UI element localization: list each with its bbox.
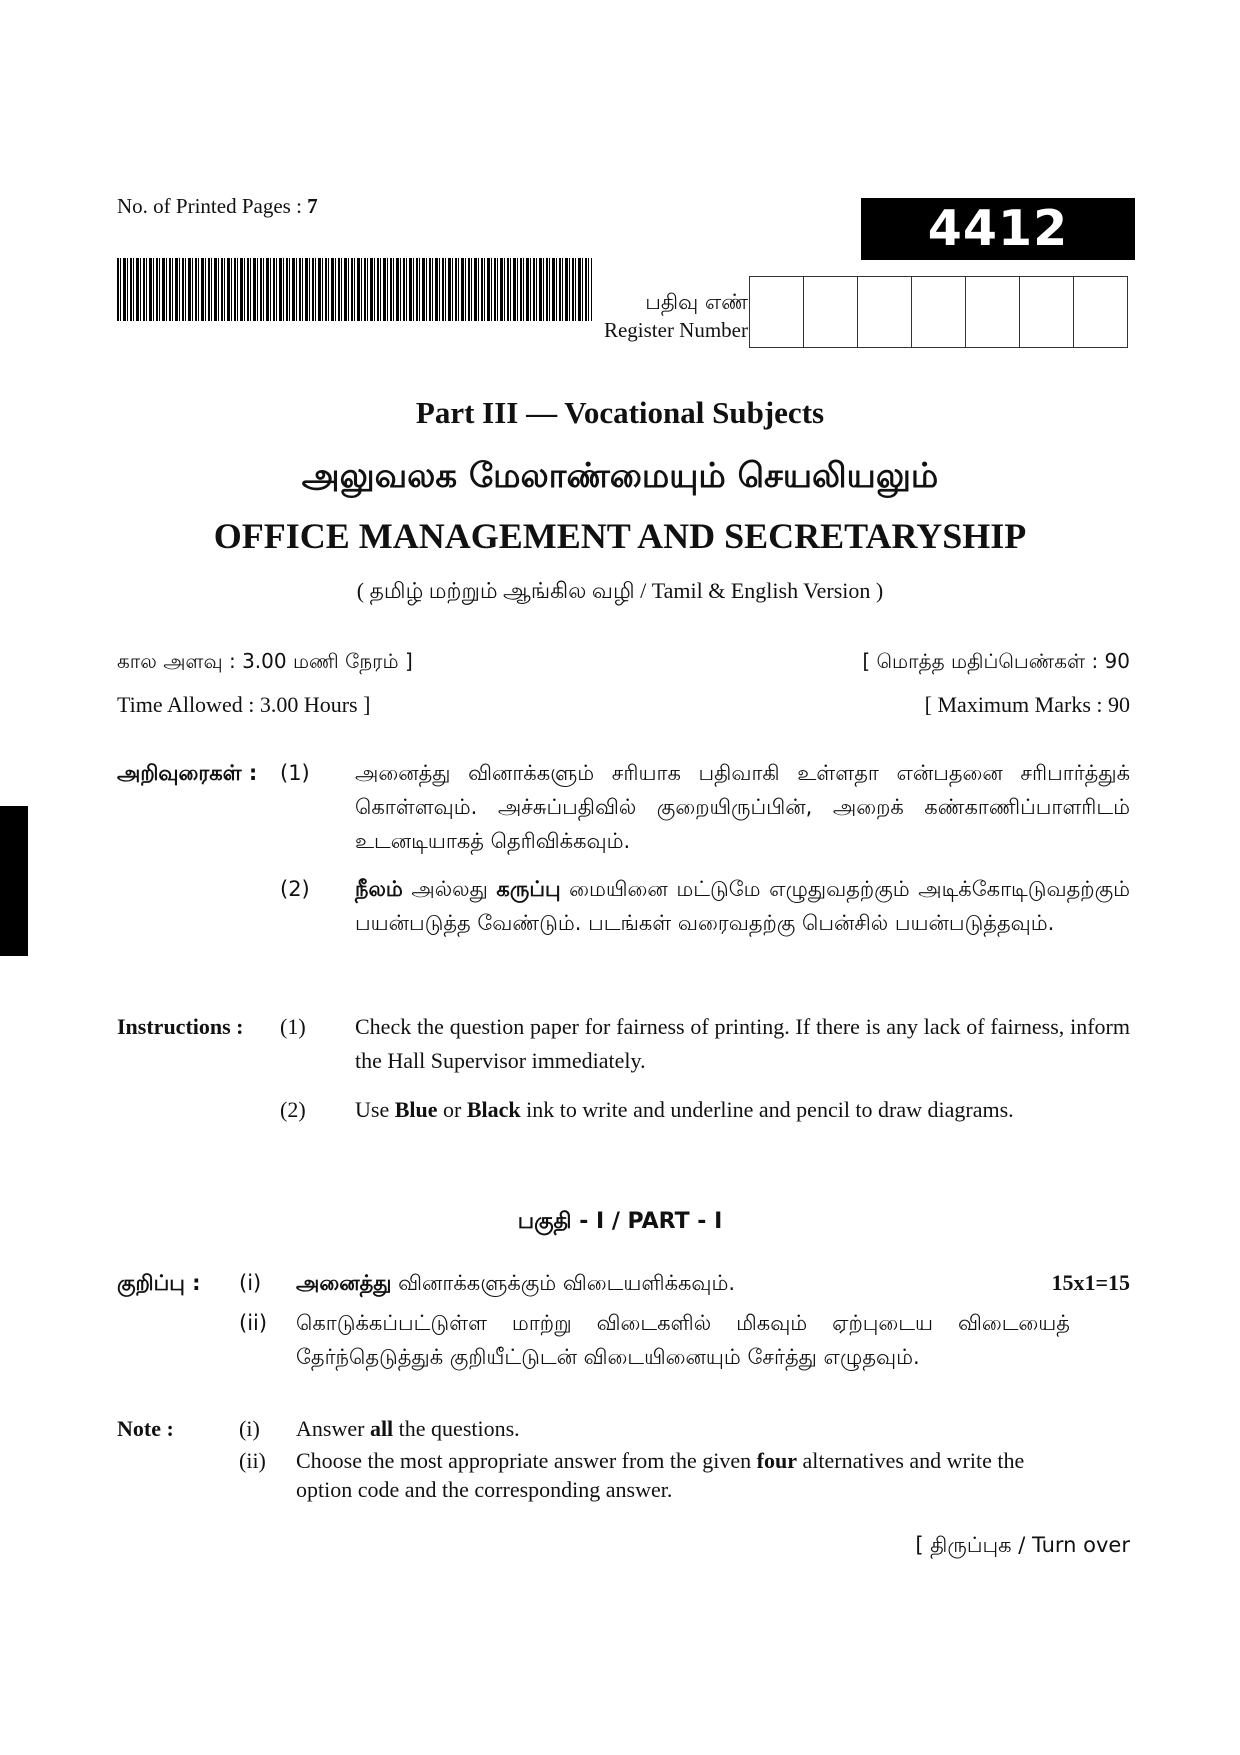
version-note: ( தமிழ் மற்றும் ஆங்கில வழி / Tamil & English Version ) (356, 578, 884, 603)
register-number-boxes (749, 276, 1128, 348)
black-word: Black (466, 1097, 521, 1122)
note-tamil-2 (117, 1306, 1130, 1374)
note-text: Answer all the questions. (296, 1416, 520, 1441)
instruction-number: (2) (280, 1097, 306, 1122)
black-word: கருப்பு (496, 877, 561, 901)
register-digit-box[interactable] (857, 277, 911, 347)
register-digit-box[interactable] (965, 277, 1019, 347)
max-marks-english: [ Maximum Marks : 90 (924, 692, 1130, 717)
printed-pages (117, 194, 318, 219)
turn-over: [ திருப்புக / Turn over (915, 1533, 1130, 1557)
max-marks-tamil: [ மொத்த மதிப்பெண்கள் : 90 (862, 649, 1130, 673)
register-digit-box[interactable] (1073, 277, 1127, 347)
all-word: all (369, 1416, 394, 1441)
note-english-1 (117, 1412, 1130, 1446)
subject-title-english: OFFICE MANAGEMENT AND SECRETARYSHIP (213, 516, 1027, 556)
printed-pages-label: No. of Printed Pages : (117, 194, 308, 218)
note-text: Choose the most appropriate answer from the given four alternatives and write the option code and the corresponding answer. (296, 1448, 1025, 1502)
timing-row-english (117, 692, 1130, 718)
all-word: அனைத்து (296, 1271, 392, 1295)
note-english-2 (117, 1446, 1130, 1504)
instruction-text: அனைத்து வினாக்களும் சரியாக பதிவாகி உள்ளதா என்பதனை சரிபார்த்துக் கொள்ளவும். அச்சுப்பதிவில் குறையிருப்பின், அறைக் கண்காணிப்பாளரிடம் உடனடியாகத் தெரிவிக்கவும். (355, 761, 1130, 853)
blue-word: Blue (394, 1097, 438, 1122)
time-allowed-tamil: கால அளவு : 3.00 மணி நேரம் ] (117, 649, 413, 673)
note-number: (i) (239, 1416, 260, 1441)
instruction-tamil-1 (117, 756, 1130, 858)
instruction-english-1 (117, 1010, 1130, 1078)
instruction-number: (1) (280, 1014, 306, 1039)
timing-row-tamil (117, 649, 1130, 676)
instruction-english-2 (117, 1093, 1130, 1127)
note-number: (i) (239, 1271, 262, 1295)
four-word: four (756, 1448, 797, 1473)
instruction-number: (1) (280, 761, 310, 785)
note-label-tamil: குறிப்பு : (117, 1271, 201, 1295)
instruction-text: நீலம் அல்லது கருப்பு மையினை மட்டுமே எழுதுவதற்கும் அடிக்கோடிடுவதற்கும் பயன்படுத்த வேண்டும். படங்கள் வரைவதற்கு பென்சில் பயன்படுத்தவும். (355, 877, 1131, 935)
register-label-english: Register Number (603, 318, 748, 342)
barcode (117, 258, 592, 321)
instruction-text: Check the question paper for fairness of printing. If there is any lack of fairness, inform the Hall Supervisor immediately. (355, 1014, 1130, 1073)
part-title: Part III — Vocational Subjects (415, 395, 825, 430)
time-allowed-english: Time Allowed : 3.00 Hours ] (117, 692, 371, 717)
instruction-text: Use Blue or Black ink to write and underline and pencil to draw diagrams. (355, 1097, 1014, 1122)
instructions-label-tamil: அறிவுரைகள் : (117, 761, 258, 785)
note-text: கொடுக்கப்பட்டுள்ள மாற்று விடைகளில் மிகவும் ஏற்புடைய விடையைத் தேர்ந்தெடுத்துக் குறியீட்டுடன் விடையினையும் சேர்த்து எழுதவும். (296, 1311, 1070, 1369)
printed-pages-value: 7 (307, 194, 318, 218)
subject-title-tamil: அலுவலக மேலாண்மையும் செயலியலும் (301, 456, 939, 496)
note-tamil-1 (117, 1266, 1130, 1300)
part-heading: பகுதி - I / PART - I (517, 1209, 723, 1234)
register-digit-box[interactable] (911, 277, 965, 347)
instruction-tamil-2 (117, 872, 1130, 940)
note-label-english: Note : (117, 1416, 174, 1441)
side-registration-mark (0, 806, 28, 956)
instruction-number: (2) (280, 877, 310, 901)
register-label-tamil: பதிவு எண் (645, 290, 748, 314)
register-digit-box[interactable] (803, 277, 857, 347)
note-number: (ii) (239, 1311, 268, 1335)
register-digit-box[interactable] (1019, 277, 1073, 347)
paper-code: 4412 (NS) (861, 198, 1135, 260)
note-text: அனைத்து வினாக்களுக்கும் விடையளிக்கவும். (296, 1271, 736, 1295)
instructions-label-english: Instructions : (117, 1014, 244, 1039)
blue-word: நீலம் (355, 877, 403, 901)
marks-distribution: 15x1=15 (1051, 1270, 1130, 1295)
note-number: (ii) (239, 1448, 266, 1473)
register-digit-box[interactable] (750, 277, 803, 347)
